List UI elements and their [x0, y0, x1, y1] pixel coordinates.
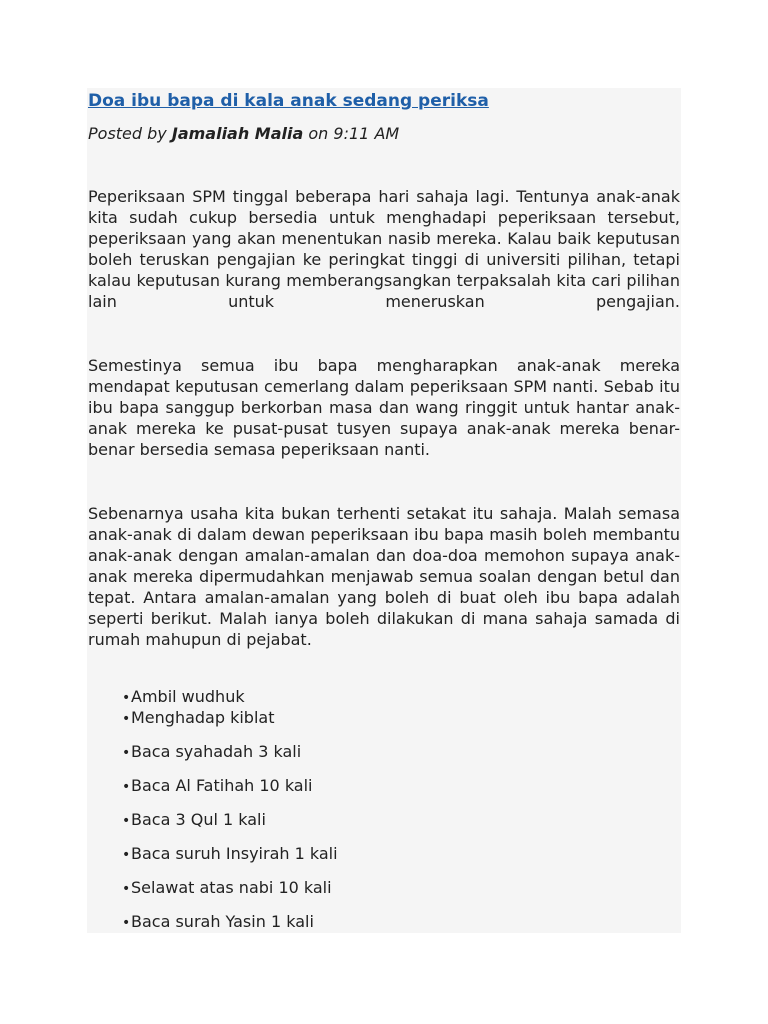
bullet-icon: •: [122, 690, 131, 706]
list-item-text: Baca 3 Qul 1 kali: [131, 810, 266, 829]
paragraph-2: Semestinya semua ibu bapa mengharapkan anak-anak mereka mendapat keputusan cemerlang dalam peperiksaan SPM nanti. Sebab itu ibu bapa sanggup berkorban masa dan wang ringgit untuk hantar anak-anak mereka ke pusat-pusat tusyen supaya anak-anak mereka benar-benar bersedia semasa peperiksaan nanti.: [88, 356, 680, 459]
list-item: [122, 775, 313, 798]
post-title-link[interactable]: Doa ibu bapa di kala anak sedang periksa: [88, 91, 489, 111]
list-item-text: Baca Al Fatihah 10 kali: [131, 776, 313, 795]
paragraph-3: Sebenarnya usaha kita bukan terhenti setakat itu sahaja. Malah semasa anak-anak di dalam dewan peperiksaan ibu bapa masih boleh membantu anak-anak dengan amalan-amalan dan doa-doa memohon supaya anak-anak mereka dipermudahkan menjawab semua soalan dengan betul dan tepat. Antara amalan-amalan yang boleh di buat oleh ibu bapa adalah seperti berikut. Malah ianya boleh dilakukan di mana sahaja samada di rumah mahupun di pejabat.: [88, 504, 680, 649]
list-item: [122, 877, 332, 900]
post-time: 9:11 AM: [333, 124, 400, 143]
bullet-icon: •: [122, 847, 131, 863]
posted-by-label: Posted by: [88, 124, 167, 143]
paragraph-1: Peperiksaan SPM tinggal beberapa hari sahaja lagi. Tentunya anak-anak kita sudah cukup bersedia untuk menghadapi peperiksaan tersebut, peperiksaan yang akan menentukan nasib mereka. Kalau baik keputusan boleh teruskan pengajian ke peringkat tinggi di universiti pilihan, tetapi kalau keputusan kurang memberangsangkan terpaksalah kita cari pilihan lain untuk meneruskan pengajian.: [88, 187, 680, 311]
bullet-icon: •: [122, 711, 131, 727]
list-item-text: Baca syahadah 3 kali: [131, 742, 302, 761]
post-author: Jamaliah Malia: [171, 124, 304, 143]
bullet-icon: •: [122, 813, 131, 829]
post-byline: [88, 123, 399, 145]
list-item: [122, 911, 314, 934]
list-item-text: Ambil wudhuk: [131, 687, 245, 706]
list-item-text: Baca surah Yasin 1 kali: [131, 912, 314, 931]
bullet-icon: •: [122, 745, 131, 761]
bullet-icon: •: [122, 881, 131, 897]
bullet-icon: •: [122, 915, 131, 931]
bullet-icon: •: [122, 779, 131, 795]
on-label: on: [308, 124, 329, 143]
list-item: [122, 809, 266, 832]
blog-post: [87, 88, 681, 933]
list-item: [122, 741, 301, 764]
list-item-text: Baca suruh Insyirah 1 kali: [131, 844, 338, 863]
list-item-text: Selawat atas nabi 10 kali: [131, 878, 332, 897]
list-item: [122, 686, 245, 709]
list-item: [122, 707, 274, 730]
list-item: [122, 843, 338, 866]
list-item-text: Menghadap kiblat: [131, 708, 275, 727]
